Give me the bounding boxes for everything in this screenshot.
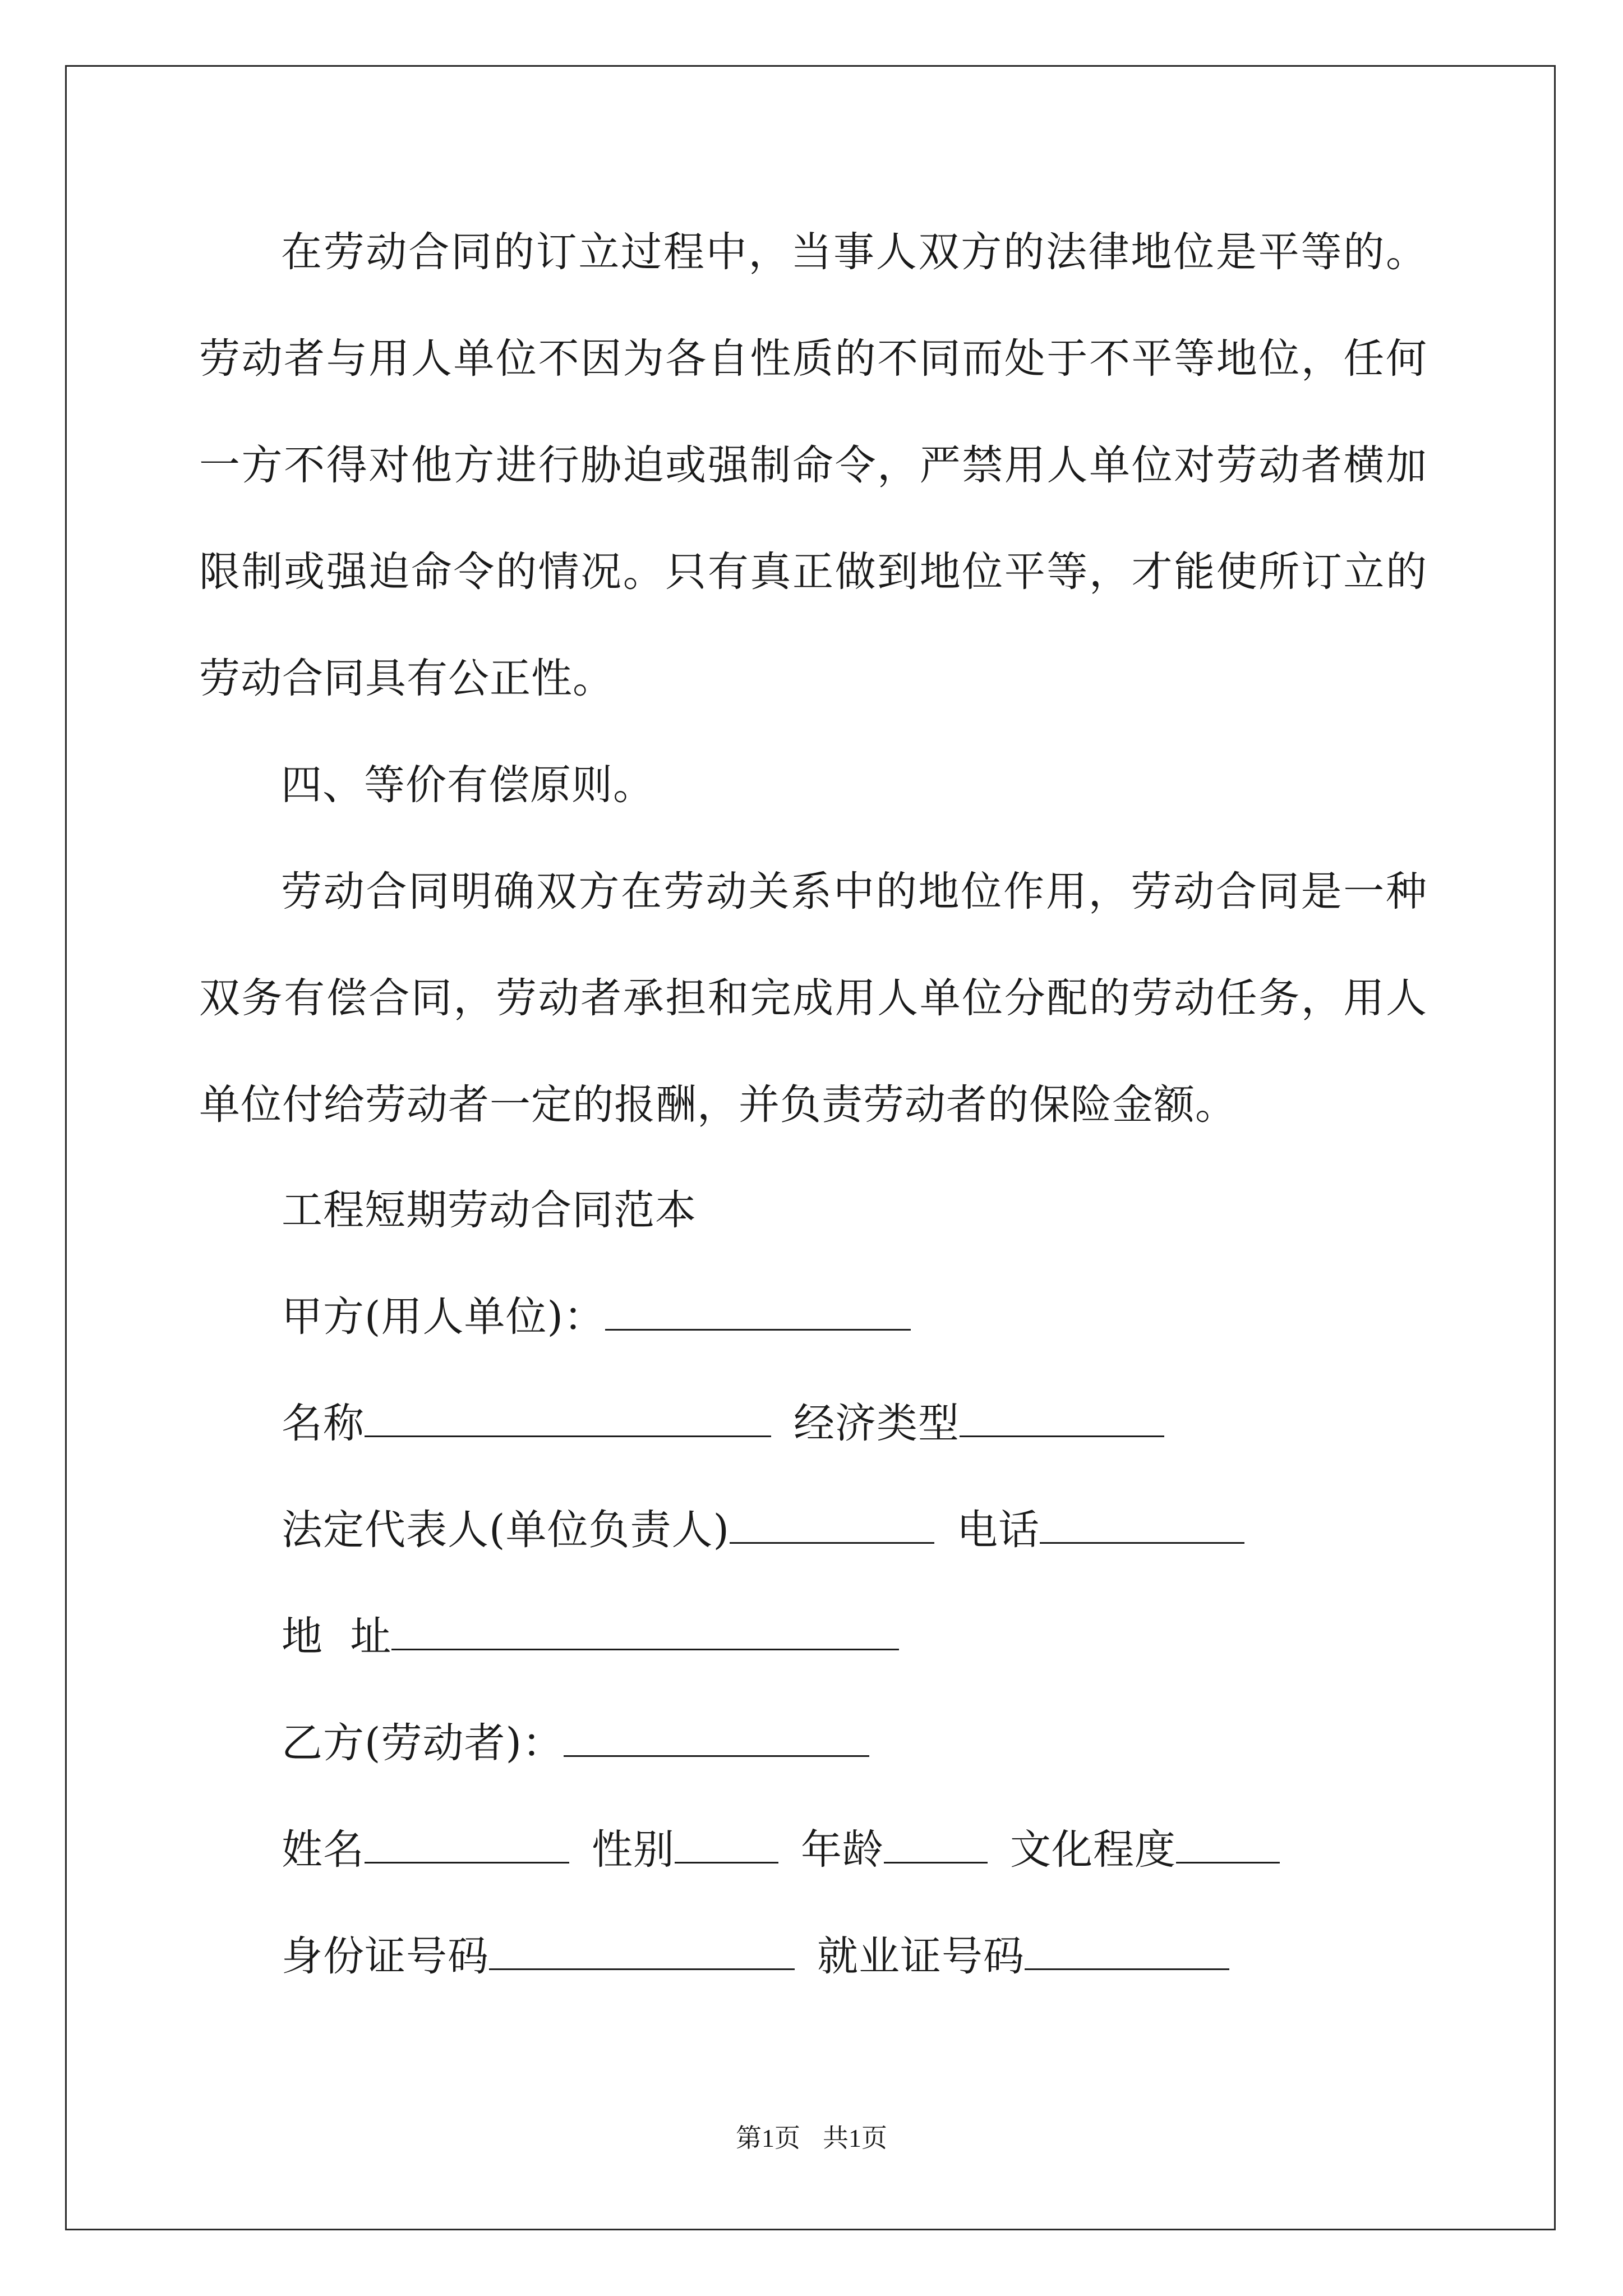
paragraph-compensation: 劳动合同明确双方在劳动关系中的地位作用，劳动合同是一种双务有偿合同，劳动者承担和完成用人单位分配的劳动任务，用人单位付给劳动者一定的报酬，并负责劳动者的保险金额。 <box>199 868 1427 1129</box>
party-a-row <box>282 1289 911 1345</box>
gender-label: 性别 <box>592 1826 675 1874</box>
address-row <box>282 1609 899 1665</box>
employment-id-label: 就业证号码 <box>817 1932 1025 1980</box>
name-field[interactable] <box>365 1402 771 1437</box>
legal-rep-label: 法定代表人(单位负责人) <box>282 1506 730 1554</box>
address-label: 地 址 <box>282 1613 392 1660</box>
name-label: 名称 <box>282 1400 365 1447</box>
page-footer <box>0 2122 1623 2155</box>
document-body <box>199 199 1427 1158</box>
age-label: 年龄 <box>801 1826 884 1874</box>
party-a-field[interactable] <box>605 1295 911 1331</box>
person-name-field[interactable] <box>365 1828 569 1864</box>
legal-rep-row <box>282 1502 1244 1558</box>
employment-id-field[interactable] <box>1025 1935 1229 1970</box>
name-row <box>282 1396 1164 1452</box>
party-b-field[interactable] <box>564 1722 869 1757</box>
page-total: 共1页 <box>823 2124 887 2152</box>
party-b-label: 乙方(劳动者)： <box>282 1719 564 1767</box>
education-field[interactable] <box>1176 1828 1280 1864</box>
section-heading-4: 四、等价有偿原则。 <box>281 761 654 809</box>
party-b-row <box>282 1715 869 1772</box>
age-field[interactable] <box>884 1828 988 1864</box>
person-name-label: 姓名 <box>282 1826 365 1874</box>
education-label: 文化程度 <box>1010 1826 1176 1874</box>
legal-rep-field[interactable] <box>730 1508 934 1544</box>
econ-type-label: 经济类型 <box>794 1400 960 1447</box>
party-a-label: 甲方(用人单位)： <box>282 1293 605 1341</box>
gender-field[interactable] <box>675 1828 778 1864</box>
paragraph-equality: 在劳动合同的订立过程中，当事人双方的法律地位是平等的。劳动者与用人单位不因为各自性质的不同而处于不平等地位，任何一方不得对他方进行胁迫或强制命令，严禁用人单位对劳动者横加限制或强迫命令的情况。只有真正做到地位平等，才能使所订立的劳动合同具有公正性。 <box>199 228 1427 702</box>
phone-label: 电话 <box>956 1506 1040 1554</box>
econ-type-field[interactable] <box>960 1402 1164 1437</box>
page-number: 第1页 <box>736 2124 800 2152</box>
id-field[interactable] <box>489 1935 795 1970</box>
person-info-row <box>282 1822 1280 1878</box>
id-row <box>282 1929 1229 1985</box>
id-label: 身份证号码 <box>282 1932 489 1980</box>
form-title: 工程短期劳动合同范本 <box>282 1186 697 1234</box>
address-field[interactable] <box>391 1615 899 1650</box>
phone-field[interactable] <box>1040 1508 1244 1544</box>
